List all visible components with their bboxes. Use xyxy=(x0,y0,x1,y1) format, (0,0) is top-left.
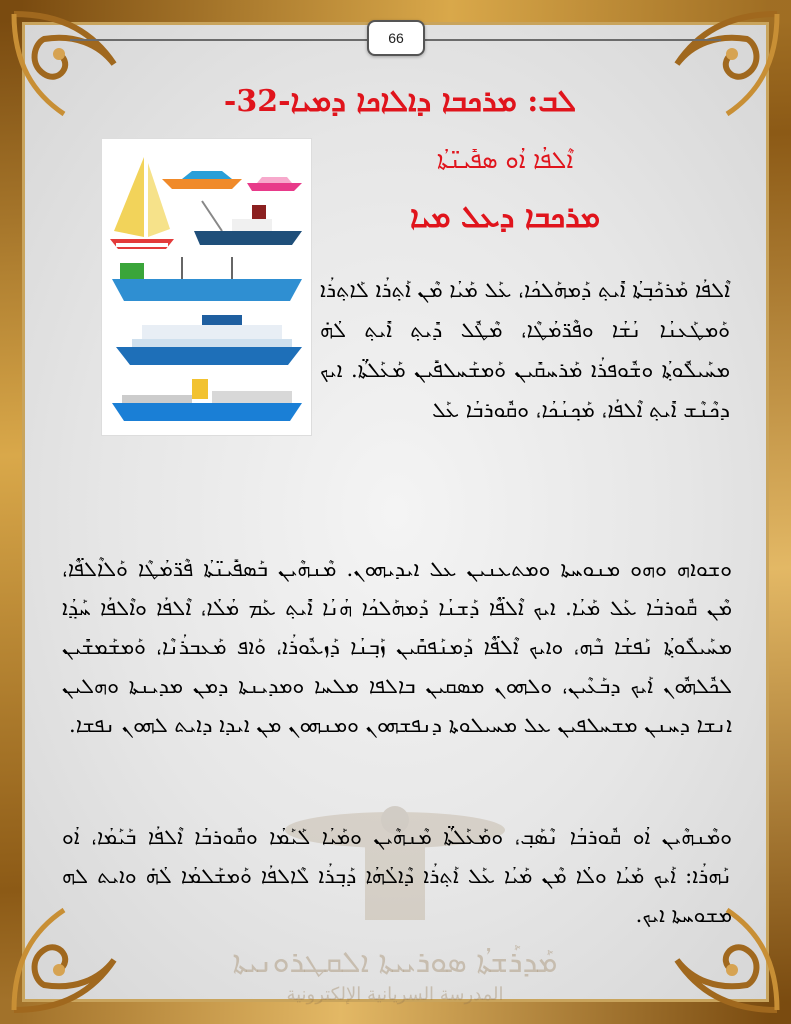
ships-illustration xyxy=(101,138,312,436)
header-divider-right xyxy=(421,39,721,41)
paragraph-3: ܘܡܶܢܗܶܝܢ ܐܳܘ ܩܽܘܪܒܳܐ ܢܶܣܰܒ݂، ܘܡܰܥܰܠܬ̈ܳܐ ܡܶܢܗܶܝܢ ܘܡܰܝܳܐ ܠܰܝܰܡܳܐ ܘܩܽܘܪܒܳܐ ܐܶܠܦܳܐ ܒܰܝܰܡܳܐ، ܐܳܘ ܢܰܗܪܳܐ: ܐܰܝܟ ܡܰܝܳܐ ܘܠܳܐ ܡܶܢ ܡܰܝܳܐ ܥܰܠ ܐܰܬ݂ܪܳܐ ܕܶܐܠܳܗܳܐ ܕܰܒ݂ܪܳܐ ܠܶܐܠܦܳܐ ܘܰܡܫܰܠܡܳܐ ܠܳܗ̇ ܘܐܝܬ ܠܗ ܡܫܘܚܬܐ ܐܝܟ. xyxy=(62,825,732,927)
corner-ornament-icon xyxy=(637,4,787,124)
paragraph-1: ܐܶܠܦܳܐ ܡܰܪܟܰܒ݂ܬܳܐ ܐܺܝܬ݂ ܕܰܡܗܰܠܟܳܐ، ܥܰܠ ܡܰܝܳܐ ܡܶܢ ܐܰܬ݂ܪܳܐ ܠܰܐܬ݂ܪܳܐ ܘܰܡܛܰܥܢܳܐ ܢܳܫܳܐ ܘܦܶܪ̈ܡܳܛܶܐ، ܡܶܛܽܠ ܕܺܝܬ݂ ܐܺܝܬ݂ ܠܳܗ̇ ܡܚܰܝܠܽܘܬ݂ܳܐ ܘܫܽܘܦܪܳܐ ܡܰܪܚܩܺܝܢ ܘܰܡܫܰܚܠܦܺܝܢ ܡܰܥܰܠܬ̈ܳܐ. ܐܝܟ ܕܟܶܢܶܫ ܐܺܝܬ݂ ܐܶܠܦܳܐ، ܡܰܟ݂ܢܳܟܳܐ، ܘܩܽܘܪܒܳܐ ܥܰܠ xyxy=(320,278,730,422)
section-heading: ܡܪܟܒܐ ܕܥܠ ܡܝܐ xyxy=(410,200,600,235)
header-divider-left xyxy=(70,39,367,41)
corner-ornament-icon xyxy=(4,4,154,124)
watermark-syriac: ܡܰܕܪܰܫܬܳܐ ܣܘܪܝܝܬܐ ܐܠܩܛܪܘܢܝܬܐ xyxy=(232,945,558,980)
page-number: 66 xyxy=(367,20,425,56)
school-watermark xyxy=(180,945,610,1005)
paragraph-2: ܘܫܘܐܗ ܘܗܘ ܡܢܘܚܬܐ ܘܡܬܥܢܝܢ ܥܠ ܐܝܕܝܗܘܢ. ܡܶܢܗܶܝܢ ܒܰܣܦܺܝܢ̈ܬܳܐ ܦܶܪ̈ܡܳܛܶܐ ܘܰܠܐܶܠܦܶ̈ܐ، ܡܶܢ ܩܽܘܪܒܳܐ ܥܰܠ ܡܰܝܳܐ. ܐܝܟ ܐܶܠܦܶ̈ܐ ܕܰܫܢܳܐ ܕܰܡܗܰܠܟܳܐ ܗܳܢܳܐ ܐܺܝܬ݂ ܥܰܡ ܡܳܠܳܐ، ܐܶܠܦܳܐ ܘܐܶܠܦܳܐ ܚܰܕ݂ܳܐ ܡܚܰܝܠܽܘܬ݂ܳܐ ܢܰܦܫܳܐ ܒܶܗ، ܘܐܝܟ ܐܶܠܦܶ̈ܐ ܕܰܡܢܰܦܩܺܝܢ ܙܰܒ݂ܢܳܐ ܕܰܙܥܽܘܪܳܐ، ܘܰܐܦ ܡܰܥܒܪܳܢܶܐ، ܘܰܡܫܰܡܫܺܝܢ ܠܟܽܠܗܽܘܢ ܐܰܝܟ ܕܒܰܥܶܝܢ، ܘܠܗܘܢ ܡܣܩܝܢ ܒܐܠܦܐ ܡܠܚܐ ܘܡܕܝܢܬܐ ܕܡܢ ܡܕܝܢܬܐ ܘܗܠܝܢ ܐܢܫܐ ܕܚܢܢ ܡܫܚܠܦܝܢ ܥܠ ܡܚܝܠܘܬܐ ܕܢܦܫܗܘܢ ܘܡܢܗܘܢ ܡܢ ܐܝܕܐ ܕܐܝܬ ܠܗܘܢ ܢܦܫܐ. xyxy=(62,557,732,737)
lesson-title: ܠܒ: ܡܪܟܒܐ ܕܐܠܐܟܐ ܕܡܝܐ-32- xyxy=(223,84,577,119)
watermark-arabic: المدرسة السريانية الإلكترونية xyxy=(286,984,504,1005)
lesson-subtitle: ܐܶܠܦܳܐ ܐܳܘ ܣܦܺܝܢ̈ܬܳܐ xyxy=(436,146,574,174)
